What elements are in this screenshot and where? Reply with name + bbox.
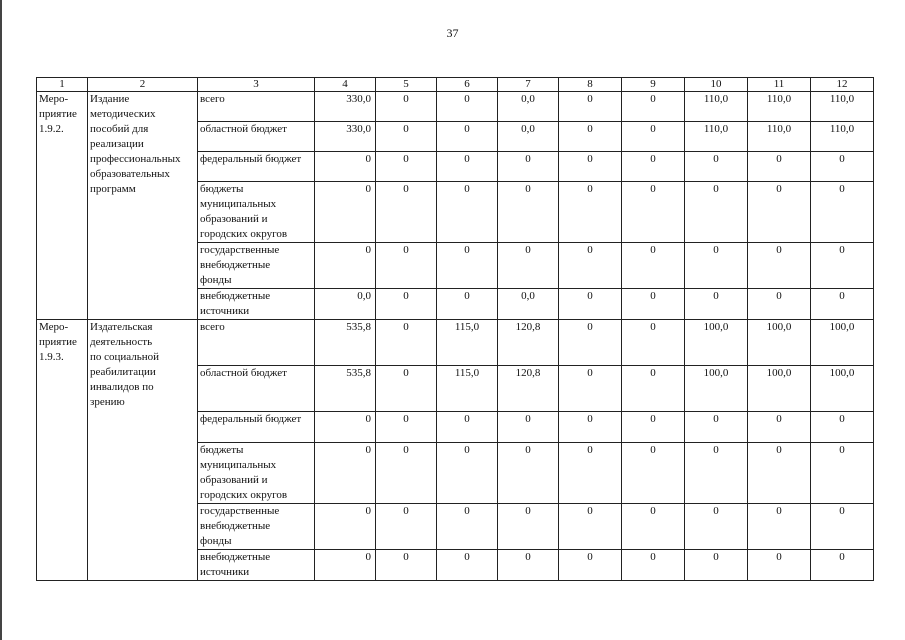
value-cell: 535,8 [315, 320, 376, 366]
value-cell: 115,0 [437, 320, 498, 366]
funding-source: внебюджетные источники [198, 550, 315, 581]
value-cell: 0 [437, 152, 498, 182]
value-cell: 0 [622, 152, 685, 182]
column-header: 1 [37, 78, 88, 92]
value-cell: 100,0 [811, 366, 874, 412]
value-cell: 110,0 [748, 122, 811, 152]
value-cell: 0 [376, 550, 437, 581]
value-cell: 0 [748, 443, 811, 504]
value-cell: 0 [685, 152, 748, 182]
value-cell: 0 [622, 443, 685, 504]
value-cell: 110,0 [748, 92, 811, 122]
funding-source: бюджеты муниципальных образований и городских округов [198, 443, 315, 504]
value-cell: 120,8 [498, 366, 559, 412]
value-cell: 0 [685, 289, 748, 320]
value-cell: 0 [376, 243, 437, 289]
value-cell: 535,8 [315, 366, 376, 412]
value-cell: 0 [622, 92, 685, 122]
value-cell: 0 [811, 243, 874, 289]
value-cell: 0 [622, 412, 685, 443]
value-cell: 0 [437, 92, 498, 122]
value-cell: 0 [559, 122, 622, 152]
value-cell: 0 [748, 504, 811, 550]
table-row [37, 92, 874, 122]
column-number-row [37, 78, 874, 92]
value-cell: 0 [376, 504, 437, 550]
value-cell: 0 [315, 443, 376, 504]
column-header: 11 [748, 78, 811, 92]
value-cell: 0 [376, 366, 437, 412]
value-cell: 0 [685, 443, 748, 504]
value-cell: 0 [685, 504, 748, 550]
value-cell: 330,0 [315, 92, 376, 122]
left-margin-rule [0, 0, 2, 640]
value-cell: 0 [622, 320, 685, 366]
measure-code: Меро- приятие 1.9.3. [37, 320, 88, 581]
value-cell: 110,0 [811, 122, 874, 152]
value-cell: 0 [811, 550, 874, 581]
value-cell: 0 [498, 504, 559, 550]
funding-source: федеральный бюджет [198, 412, 315, 443]
value-cell: 0 [811, 504, 874, 550]
value-cell: 0 [376, 412, 437, 443]
value-cell: 0 [622, 182, 685, 243]
value-cell: 0 [559, 504, 622, 550]
value-cell: 100,0 [685, 320, 748, 366]
value-cell: 0 [811, 443, 874, 504]
funding-source: областной бюджет [198, 122, 315, 152]
value-cell: 0 [748, 550, 811, 581]
value-cell: 0 [315, 550, 376, 581]
column-header: 5 [376, 78, 437, 92]
value-cell: 0,0 [498, 122, 559, 152]
value-cell: 0 [437, 412, 498, 443]
value-cell: 0 [559, 182, 622, 243]
value-cell: 0 [559, 152, 622, 182]
value-cell: 0 [498, 550, 559, 581]
column-header: 8 [559, 78, 622, 92]
funding-source: областной бюджет [198, 366, 315, 412]
column-header: 9 [622, 78, 685, 92]
funding-source: государственные внебюджетные фонды [198, 504, 315, 550]
value-cell: 0 [559, 92, 622, 122]
funding-source: всего [198, 320, 315, 366]
value-cell: 0 [559, 366, 622, 412]
value-cell: 0 [498, 412, 559, 443]
value-cell: 0 [559, 320, 622, 366]
value-cell: 0 [559, 550, 622, 581]
funding-source: бюджеты муниципальных образований и городских округов [198, 182, 315, 243]
value-cell: 0 [685, 243, 748, 289]
funding-source: государственные внебюджетные фонды [198, 243, 315, 289]
value-cell: 0 [622, 243, 685, 289]
value-cell: 0 [376, 320, 437, 366]
value-cell: 0 [622, 122, 685, 152]
value-cell: 0 [685, 412, 748, 443]
value-cell: 115,0 [437, 366, 498, 412]
value-cell: 0 [748, 289, 811, 320]
value-cell: 0 [622, 289, 685, 320]
value-cell: 100,0 [685, 366, 748, 412]
column-header: 6 [437, 78, 498, 92]
column-header: 3 [198, 78, 315, 92]
value-cell: 0,0 [498, 289, 559, 320]
value-cell: 0 [559, 289, 622, 320]
funding-source: федеральный бюджет [198, 152, 315, 182]
measure-title: Издание методических пособий для реализации профессиональных образовательных программ [88, 92, 198, 320]
table-row [37, 320, 874, 366]
column-header: 2 [88, 78, 198, 92]
value-cell: 0 [437, 504, 498, 550]
value-cell: 0 [376, 152, 437, 182]
value-cell: 0 [498, 443, 559, 504]
value-cell: 0 [315, 182, 376, 243]
value-cell: 330,0 [315, 122, 376, 152]
value-cell: 0 [811, 152, 874, 182]
funding-source: внебюджетные источники [198, 289, 315, 320]
table-body [37, 78, 874, 581]
value-cell: 0 [559, 412, 622, 443]
value-cell: 0,0 [315, 289, 376, 320]
value-cell: 0 [685, 182, 748, 243]
value-cell: 0 [376, 289, 437, 320]
value-cell: 0 [685, 550, 748, 581]
value-cell: 0 [811, 412, 874, 443]
value-cell: 110,0 [811, 92, 874, 122]
value-cell: 0 [315, 243, 376, 289]
value-cell: 0 [559, 443, 622, 504]
value-cell: 100,0 [748, 366, 811, 412]
page-number: 37 [446, 26, 459, 40]
value-cell: 0 [811, 289, 874, 320]
value-cell: 0 [498, 152, 559, 182]
value-cell: 0 [498, 243, 559, 289]
value-cell: 0 [437, 550, 498, 581]
value-cell: 0,0 [498, 92, 559, 122]
column-header: 4 [315, 78, 376, 92]
value-cell: 100,0 [748, 320, 811, 366]
value-cell: 0 [437, 182, 498, 243]
value-cell: 0 [748, 243, 811, 289]
value-cell: 0 [376, 182, 437, 243]
value-cell: 0 [376, 92, 437, 122]
measure-title: Издательская деятельность по социальной реабилитации инвалидов по зрению [88, 320, 198, 581]
value-cell: 100,0 [811, 320, 874, 366]
value-cell: 0 [622, 504, 685, 550]
value-cell: 110,0 [685, 122, 748, 152]
value-cell: 0 [376, 122, 437, 152]
value-cell: 120,8 [498, 320, 559, 366]
value-cell: 0 [811, 182, 874, 243]
measure-code: Меро- приятие 1.9.2. [37, 92, 88, 320]
column-header: 7 [498, 78, 559, 92]
column-header: 12 [811, 78, 874, 92]
budget-table [36, 77, 874, 581]
value-cell: 0 [748, 182, 811, 243]
value-cell: 0 [315, 412, 376, 443]
value-cell: 0 [315, 504, 376, 550]
column-header: 10 [685, 78, 748, 92]
value-cell: 0 [498, 182, 559, 243]
value-cell: 0 [437, 443, 498, 504]
value-cell: 0 [559, 243, 622, 289]
funding-source: всего [198, 92, 315, 122]
value-cell: 0 [748, 152, 811, 182]
value-cell: 0 [437, 122, 498, 152]
value-cell: 0 [376, 443, 437, 504]
value-cell: 0 [315, 152, 376, 182]
value-cell: 0 [437, 243, 498, 289]
value-cell: 0 [622, 366, 685, 412]
value-cell: 0 [622, 550, 685, 581]
value-cell: 0 [437, 289, 498, 320]
value-cell: 0 [748, 412, 811, 443]
value-cell: 110,0 [685, 92, 748, 122]
